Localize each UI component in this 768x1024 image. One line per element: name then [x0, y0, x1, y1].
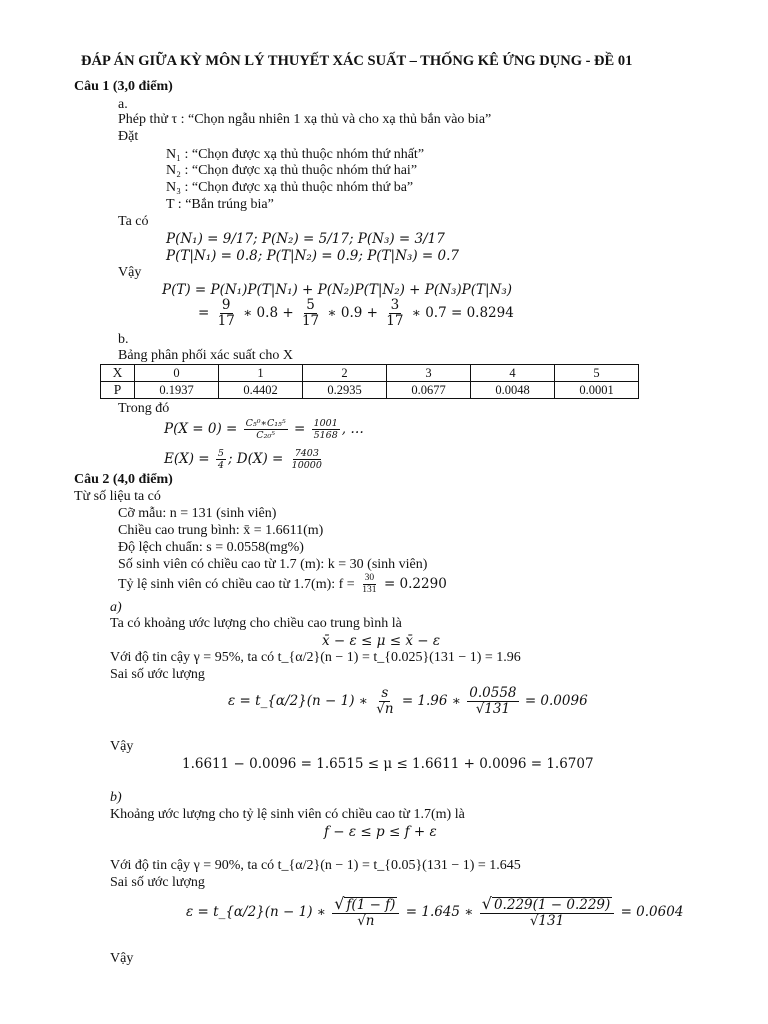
- q2-a-error-formula: ε = t_{α/2}(n − 1) ∗ $\frac{s}{√n}$ = 1.96 ∗ $\frac{0.0558}{√131}$ = 0.0096: [228, 685, 588, 717]
- table-cell: 0.4402: [219, 382, 303, 399]
- q1-expectation-variance: E(X) = $\frac{5}{4}$ ; D(X) = $\frac{7403}{10000}$: [164, 448, 322, 471]
- q1-set-label: Đặt: [118, 129, 139, 144]
- page-title: ĐÁP ÁN GIỮA KỲ MÔN LÝ THUYẾT XÁC SUẤT – THỐNG KÊ ỨNG DỤNG - ĐỀ 01: [81, 53, 633, 69]
- q2-count: Số sinh viên có chiều cao từ 1.7 (m): k = 30 (sinh viên): [118, 557, 428, 572]
- q2-b-interval-text: Khoảng ước lượng cho tỷ lệ sinh viên có chiều cao từ 1.7(m) là: [110, 807, 465, 822]
- fraction: $\frac{9}{17}$: [217, 297, 235, 329]
- table-header-p: P: [101, 382, 135, 399]
- table-cell: 0.2935: [303, 382, 387, 399]
- fraction: $\frac{√ 0.229(1 - 0.229)}{√131}$: [480, 896, 615, 929]
- q1-px0-formula: P(X = 0) = $\frac{\text{C₅⁰∗C₁₅⁵}}{\text{C₂₀⁵}}$ = $\frac{1001}{5168}$ , …: [164, 418, 364, 441]
- q2-b-so-label: Vậy: [110, 951, 134, 966]
- fraction: $\frac{7403}{10000}$: [291, 448, 322, 471]
- q1-part-b-label: b.: [118, 332, 129, 347]
- equals-sign: =: [198, 305, 210, 321]
- q1-have-label: Ta có: [118, 214, 149, 229]
- table-cell: 1: [219, 365, 303, 382]
- q2-b-confidence: Với độ tin cậy γ = 90%, ta có t_{α/2}(n − 1) = t_{0.05}(131 − 1) = 1.645: [110, 858, 521, 873]
- q1-event-n3: N₃ : “Chọn được xạ thủ thuộc nhóm thứ ba”: [166, 180, 414, 195]
- q1-event-n1: N₁ : “Chọn được xạ thủ thuộc nhóm thứ nhất”: [166, 147, 425, 162]
- q1-where-label: Trong đó: [118, 401, 170, 416]
- q1-so-label: Vậy: [118, 265, 142, 280]
- q2-b-error-formula: ε = t_{α/2}(n − 1) ∗ $\frac{√ f(1 - f)}{√n}$ = 1.645 ∗ $\frac{√ 0.229(1 - 0.229)}{√131}$ = 0.0604: [186, 894, 684, 929]
- q2-std-dev: Độ lệch chuẩn: s = 0.0558(mg%): [118, 540, 304, 555]
- q2-a-so-label: Vậy: [110, 739, 134, 754]
- fraction: $\frac{5}{17}$: [301, 297, 320, 329]
- table-cell: 2: [303, 365, 387, 382]
- probability-distribution-table: [100, 364, 639, 399]
- q1-total-prob-formula: P(T) = P(N₁)P(T|N₁) + P(N₂)P(T|N₂) + P(N₃)P(T|N₃): [162, 282, 513, 298]
- q2-a-interval-text: Ta có khoảng ước lượng cho chiều cao trung bình là: [110, 616, 402, 631]
- q1-prob-line-1: P(N₁) = 9/17; P(N₂) = 5/17; P(N₃) = 3/17: [166, 231, 445, 247]
- question-1-heading: Câu 1 (3,0 điểm): [74, 79, 173, 94]
- q2-b-interval: f − ε ≤ p ≤ f + ε: [324, 824, 437, 840]
- fraction: $\frac{5}{4}$: [217, 448, 224, 471]
- q2-part-b-label: b): [110, 790, 122, 805]
- q2-sample-size: Cỡ mẫu: n = 131 (sinh viên): [118, 506, 277, 521]
- q2-b-error-label: Sai số ước lượng: [110, 875, 205, 890]
- distribution-table-caption: Bảng phân phối xác suất cho X: [118, 348, 293, 363]
- table-cell: 0.0001: [555, 382, 639, 399]
- q2-a-interval: x̄ − ε ≤ μ ≤ x̄ − ε: [322, 633, 441, 649]
- q1-experiment: Phép thử τ : “Chọn ngẫu nhiên 1 xạ thủ và cho xạ thủ bắn vào bia”: [118, 112, 492, 127]
- fraction: $\frac{√ f(1 - f)}{√n}$: [332, 896, 399, 929]
- sqrt-icon: √: [481, 894, 492, 913]
- q2-mean-height: Chiều cao trung bình: x̄ = 1.6611(m): [118, 523, 324, 538]
- fraction: $\frac{3}{17}$: [386, 297, 404, 329]
- q2-part-a-label: a): [110, 600, 122, 615]
- table-row-x: [101, 365, 639, 382]
- fraction: $\frac{30}{131}$: [362, 573, 377, 596]
- fraction: $\frac{s}{√n}$: [376, 685, 394, 717]
- sqrt-icon: √: [334, 894, 345, 913]
- question-2-heading: Câu 2 (4,0 điểm): [74, 472, 173, 487]
- q2-a-confidence: Với độ tin cậy γ = 95%, ta có t_{α/2}(n − 1) = t_{0.025}(131 − 1) = 1.96: [110, 650, 521, 665]
- table-cell: 0.0048: [471, 382, 555, 399]
- q2-a-result: 1.6611 − 0.0096 = 1.6515 ≤ μ ≤ 1.6611 + 0.0096 = 1.6707: [182, 756, 594, 772]
- q1-event-n2: N₂ : “Chọn được xạ thủ thuộc nhóm thứ hai”: [166, 163, 418, 178]
- table-cell: 4: [471, 365, 555, 382]
- fraction: $\frac{\text{C₅⁰∗C₁₅⁵}}{\text{C₂₀⁵}}$: [245, 418, 286, 441]
- q2-ratio: Tỷ lệ sinh viên có chiều cao từ 1.7(m): f = $\frac{30}{131}$ = 0.2290: [118, 573, 447, 596]
- table-cell: 3: [387, 365, 471, 382]
- table-cell: 0.0677: [387, 382, 471, 399]
- q1-total-prob-result: = $\frac{9}{17}$ ∗ 0.8 + $\frac{5}{17}$ ∗ 0.9 + $\frac{3}{17}$ ∗ 0.7 = 0.8294: [198, 297, 514, 329]
- table-cell: 0: [135, 365, 219, 382]
- q1-part-a-label: a.: [118, 97, 128, 112]
- fraction: $\frac{0.0558}{√131}$: [469, 685, 517, 717]
- q2-intro: Từ số liệu ta có: [74, 489, 161, 504]
- table-header-x: X: [101, 365, 135, 382]
- q2-a-error-label: Sai số ước lượng: [110, 667, 205, 682]
- table-cell: 5: [555, 365, 639, 382]
- fraction: $\frac{1001}{5168}$: [313, 418, 338, 441]
- table-cell: 0.1937: [135, 382, 219, 399]
- table-row-p: [101, 382, 639, 399]
- q1-prob-line-2: P(T|N₁) = 0.8; P(T|N₂) = 0.9; P(T|N₃) = 0.7: [166, 248, 459, 264]
- q1-event-t: T : “Bắn trúng bia”: [166, 197, 274, 212]
